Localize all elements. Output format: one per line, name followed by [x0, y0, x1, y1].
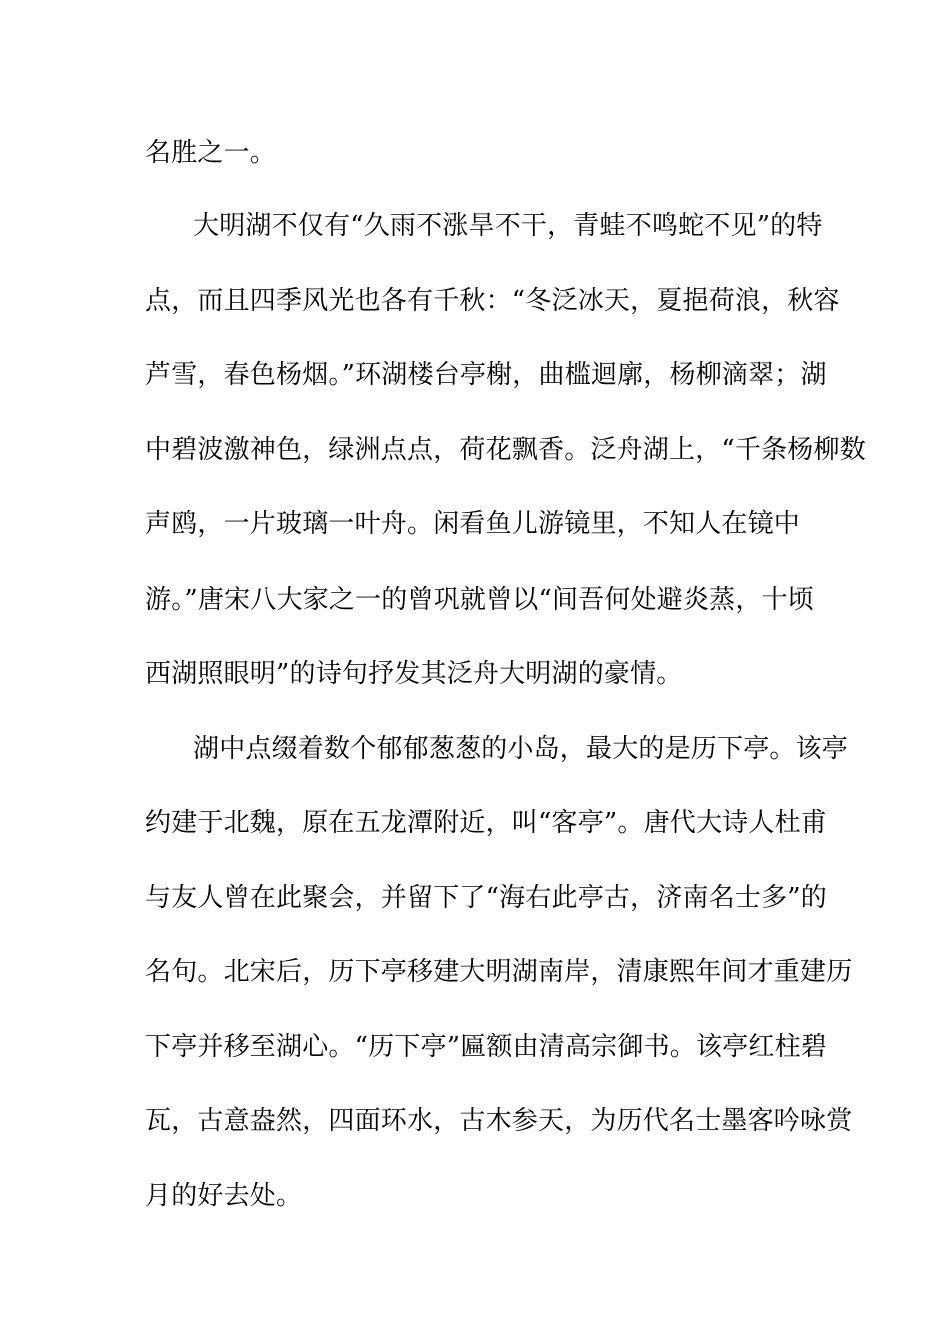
text-line: 约建于北魏，原在五龙潭附近，叫“客亭”。唐代大诗人杜甫 [145, 808, 827, 838]
text-line: 湖中点缀着数个郁郁葱葱的小岛，最大的是历下亭。该亭 [193, 734, 849, 764]
text-line: 芦雪，春色杨烟。”环湖楼台亭榭，曲槛迴廓，杨柳滴翠；湖 [145, 360, 827, 390]
text-line: 名句。北宋后，历下亭移建大明湖南岸，清康熙年间才重建历 [145, 957, 853, 987]
text-line: 下亭并移至湖心。“历下亭”匾额由清高宗御书。该亭红柱碧 [145, 1032, 827, 1062]
text-line: 西湖照眼明”的诗句抒发其泛舟大明湖的豪情。 [145, 659, 683, 689]
text-line: 月的好去处。 [145, 1181, 303, 1211]
text-line: 与友人曾在此聚会，并留下了“海右此亭古，济南名士多”的 [145, 883, 827, 913]
text-line: 游。”唐宋八大家之一的曾巩就曾以“间吾何处避炎蒸，十顷 [145, 585, 814, 615]
text-line: 声鸥，一片玻璃一叶舟。闲看鱼儿游镜里，不知人在镜中 [145, 509, 801, 539]
text-line: 大明湖不仅有“久雨不涨旱不干，青蛙不鸣蛇不见”的特 [193, 211, 823, 241]
text-line: 中碧波激神色，绿洲点点，荷花飘香。泛舟湖上，“千条杨柳数 [145, 435, 866, 465]
text-line: 点，而且四季风光也各有千秋：“冬泛冰天，夏挹荷浪，秋容 [145, 286, 840, 316]
text-line: 瓦，古意盎然，四面环水，古木参天，为历代名士墨客吟咏赏 [145, 1106, 853, 1136]
text-line: 名胜之一。 [145, 138, 277, 168]
